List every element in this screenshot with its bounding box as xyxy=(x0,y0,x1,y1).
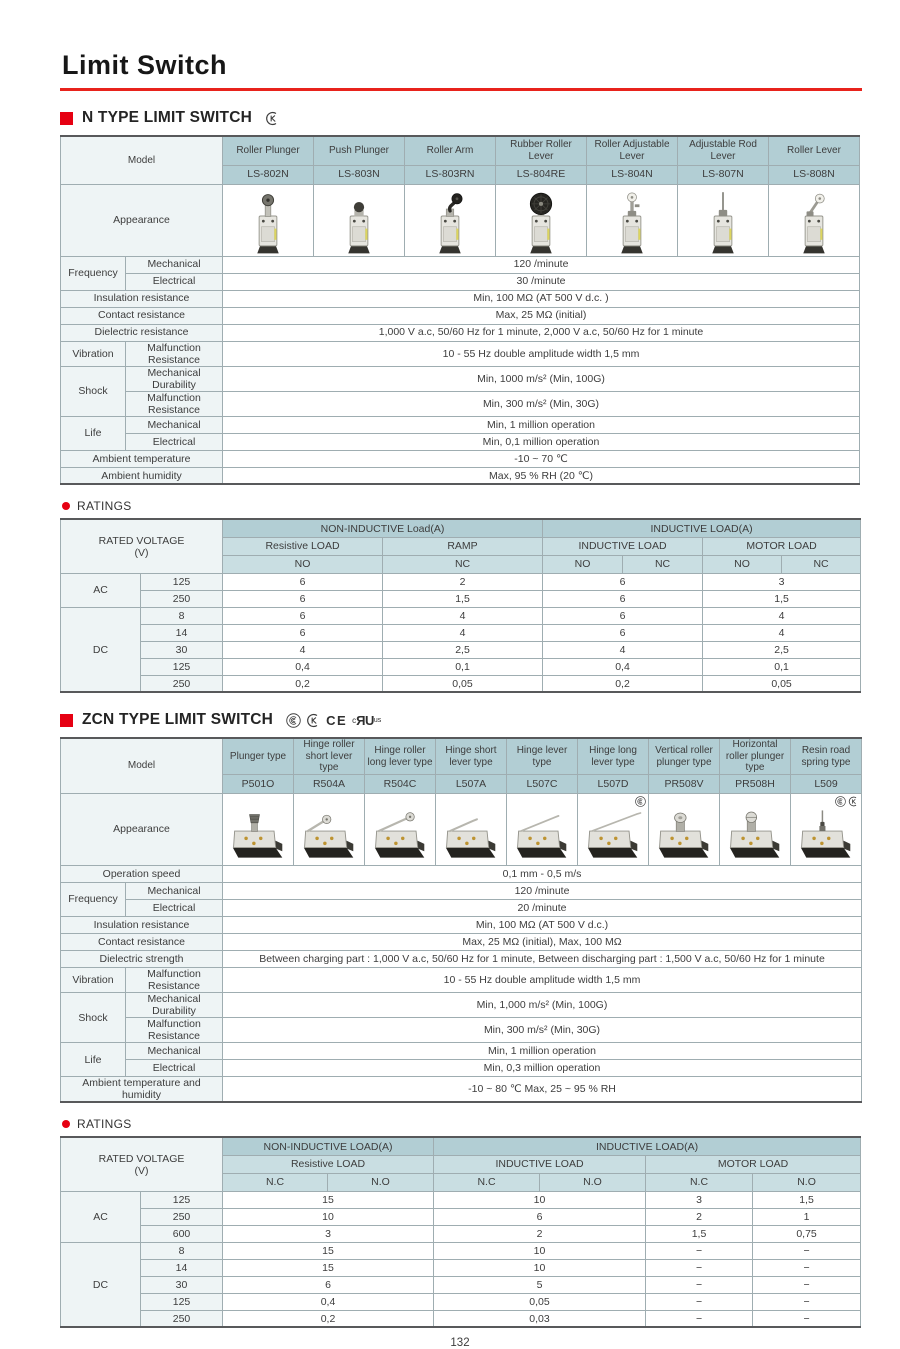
rating-value-cell: 0,4 xyxy=(223,1293,434,1310)
voltage-cell: 250 xyxy=(141,1310,223,1327)
product-photo xyxy=(438,794,504,864)
product-photo xyxy=(771,185,857,255)
product-photo xyxy=(680,185,766,255)
model-header-cell: Model xyxy=(61,738,223,793)
model-code-cell: L507D xyxy=(578,774,649,793)
appearance-cell xyxy=(436,793,507,865)
rating-value-cell: 1,5 xyxy=(383,590,543,607)
no-header-cell: NO xyxy=(543,555,623,573)
model-type-cell: Vertical roller plunger type xyxy=(649,738,720,774)
ce-mark-icon: CE xyxy=(326,712,348,728)
model-code-cell: LS-804RE xyxy=(496,165,587,184)
rated-voltage-header-cell xyxy=(61,1137,223,1191)
model-code-cell: R504A xyxy=(294,774,365,793)
n-type-section-header xyxy=(60,108,860,128)
spec-value-cell: Max, 25 MΩ (initial) xyxy=(223,307,860,324)
kc-mark-icon xyxy=(306,713,321,728)
model-header-cell: Model xyxy=(61,136,223,184)
n-type-ratings-table xyxy=(60,518,861,693)
kc-mark-icon xyxy=(265,111,280,126)
page-title: Limit Switch xyxy=(60,50,862,91)
rating-value-cell: − xyxy=(753,1293,861,1310)
nc-header-cell: NC xyxy=(782,555,861,573)
rating-value-cell: 6 xyxy=(223,607,383,624)
rating-value-cell: 10 xyxy=(434,1242,646,1259)
spec-value-cell: Min, 1000 m/s² (Min, 100G) xyxy=(223,366,860,391)
product-photo xyxy=(316,185,402,255)
rated-voltage-header-cell xyxy=(61,519,223,573)
rating-value-cell: 6 xyxy=(543,573,703,590)
nc-header-cell: N.C xyxy=(646,1173,753,1191)
rating-value-cell: 2,5 xyxy=(703,641,861,658)
rating-value-cell: 0,4 xyxy=(543,658,703,675)
rating-value-cell: 0,2 xyxy=(543,675,703,692)
voltage-group-cell: AC xyxy=(61,573,141,607)
spec-value-cell: Max, 25 MΩ (initial), Max, 100 MΩ xyxy=(223,933,862,950)
spec-sub-cell: Malfunction Resistance xyxy=(126,391,223,416)
rating-value-cell: − xyxy=(753,1310,861,1327)
rating-value-cell: − xyxy=(646,1310,753,1327)
rating-value-cell: 1,5 xyxy=(753,1191,861,1208)
spec-sub-cell: Mechanical xyxy=(126,256,223,273)
rating-value-cell: − xyxy=(646,1293,753,1310)
voltage-group-cell: DC xyxy=(61,607,141,692)
rating-value-cell: 0,05 xyxy=(383,675,543,692)
model-code-cell: L507A xyxy=(436,774,507,793)
spec-value-cell: 1,000 V a.c, 50/60 Hz for 1 minute, 2,000 V a.c, 50/60 Hz for 1 minute xyxy=(223,324,860,341)
rating-value-cell: 4 xyxy=(543,641,703,658)
rating-value-cell: 3 xyxy=(223,1225,434,1242)
inductive-header-cell: INDUCTIVE LOAD(A) xyxy=(543,519,861,537)
rating-value-cell: 6 xyxy=(543,607,703,624)
rating-value-cell: − xyxy=(646,1276,753,1293)
rating-value-cell: 0,75 xyxy=(753,1225,861,1242)
appearance-cell xyxy=(294,793,365,865)
model-type-cell: Horizontal roller plunger type xyxy=(720,738,791,774)
rating-value-cell: 10 xyxy=(434,1259,646,1276)
rating-value-cell: 0,2 xyxy=(223,1310,434,1327)
appearance-cell xyxy=(769,184,860,256)
appearance-cell xyxy=(791,793,862,865)
rating-value-cell: 6 xyxy=(543,590,703,607)
rating-value-cell: 5 xyxy=(434,1276,646,1293)
spec-value-cell: Max, 95 % RH (20 ℃) xyxy=(223,467,860,484)
product-photo xyxy=(296,794,362,864)
ul-mark-icon: c ЯU us xyxy=(352,712,382,728)
spec-label-cell: Contact resistance xyxy=(61,933,223,950)
rating-value-cell: 6 xyxy=(543,624,703,641)
voltage-cell: 250 xyxy=(141,590,223,607)
product-photo xyxy=(498,185,584,255)
rating-value-cell: 4 xyxy=(223,641,383,658)
rating-value-cell: 3 xyxy=(703,573,861,590)
spec-group-cell: Life xyxy=(61,416,126,450)
rating-value-cell: 0,1 xyxy=(703,658,861,675)
appearance-cell xyxy=(587,184,678,256)
model-type-cell: Plunger type xyxy=(223,738,294,774)
motor-load-header-cell: MOTOR LOAD xyxy=(646,1155,861,1173)
appearance-cell xyxy=(678,184,769,256)
spec-label-cell: Ambient temperature xyxy=(61,450,223,467)
model-type-cell: Rubber Roller Lever xyxy=(496,136,587,165)
product-photo xyxy=(367,794,433,864)
model-type-cell: Adjustable Rod Lever xyxy=(678,136,769,165)
rating-value-cell: − xyxy=(646,1259,753,1276)
model-code-cell: LS-802N xyxy=(223,165,314,184)
rating-value-cell: 0,1 xyxy=(383,658,543,675)
spec-value-cell: 120 /minute xyxy=(223,882,862,899)
rating-value-cell: 6 xyxy=(223,1276,434,1293)
red-dot-bullet-icon xyxy=(62,1120,70,1128)
appearance-cell xyxy=(507,793,578,865)
voltage-group-cell: AC xyxy=(61,1191,141,1242)
ramp-header-cell: RAMP xyxy=(383,537,543,555)
appearance-cell xyxy=(720,793,791,865)
voltage-cell: 30 xyxy=(141,1276,223,1293)
spec-value-cell: 10 - 55 Hz double amplitude width 1,5 mm xyxy=(223,967,862,992)
spec-value-cell: Min, 300 m/s² (Min, 30G) xyxy=(223,391,860,416)
model-type-cell: Hinge short lever type xyxy=(436,738,507,774)
ratings-label: RATINGS xyxy=(77,1116,132,1131)
spec-label-cell: Contact resistance xyxy=(61,307,223,324)
model-type-cell: Roller Arm xyxy=(405,136,496,165)
spec-sub-cell: Malfunction Resistance xyxy=(126,341,223,366)
spec-group-cell: Vibration xyxy=(61,967,126,992)
voltage-cell: 125 xyxy=(141,1191,223,1208)
spec-value-cell: 0,1 mm - 0,5 m/s xyxy=(223,865,862,882)
rated-voltage-label: RATED VOLTAGE xyxy=(98,1152,185,1165)
model-type-cell: Resin road spring type xyxy=(791,738,862,774)
rating-value-cell: 2 xyxy=(434,1225,646,1242)
spec-value-cell: Min, 1 million operation xyxy=(223,1043,862,1060)
model-type-cell: Hinge long lever type xyxy=(578,738,649,774)
spec-label-cell: Ambient temperature and humidity xyxy=(61,1077,223,1103)
model-code-cell: PR508V xyxy=(649,774,720,793)
model-code-cell: P501O xyxy=(223,774,294,793)
appearance-header-cell: Appearance xyxy=(61,184,223,256)
spec-group-cell: Shock xyxy=(61,993,126,1043)
voltage-cell: 30 xyxy=(141,641,223,658)
motor-load-header-cell: MOTOR LOAD xyxy=(703,537,861,555)
model-type-cell: Hinge roller long lever type xyxy=(365,738,436,774)
nc-header-cell: N.C xyxy=(434,1173,540,1191)
zcn-type-section-header xyxy=(60,710,860,730)
appearance-cell xyxy=(223,184,314,256)
spec-value-cell: Min, 0,1 million operation xyxy=(223,433,860,450)
spec-label-cell: Insulation resistance xyxy=(61,916,223,933)
product-photo xyxy=(722,794,788,864)
resistive-load-header-cell: Resistive LOAD xyxy=(223,537,383,555)
product-photo xyxy=(225,185,311,255)
model-type-cell: Hinge lever type xyxy=(507,738,578,774)
voltage-cell: 8 xyxy=(141,1242,223,1259)
no-header-cell: N.O xyxy=(328,1173,434,1191)
appearance-cell xyxy=(496,184,587,256)
spec-group-cell: Vibration xyxy=(61,341,126,366)
spec-label-cell: Ambient humidity xyxy=(61,467,223,484)
voltage-cell: 8 xyxy=(141,607,223,624)
model-code-cell: LS-808N xyxy=(769,165,860,184)
zcn-type-section-title: ZCN TYPE LIMIT SWITCH xyxy=(82,711,274,729)
n-type-section-title: N TYPE LIMIT SWITCH xyxy=(82,109,252,126)
product-photo xyxy=(589,185,675,255)
rating-value-cell: 0,2 xyxy=(223,675,383,692)
appearance-cell xyxy=(649,793,720,865)
product-photo xyxy=(509,794,575,864)
spec-value-cell: Min, 1 million operation xyxy=(223,416,860,433)
voltage-cell: 125 xyxy=(141,658,223,675)
rating-value-cell: 6 xyxy=(223,624,383,641)
spec-sub-cell: Electrical xyxy=(126,433,223,450)
rating-value-cell: 4 xyxy=(703,607,861,624)
spec-sub-cell: Mechanical xyxy=(126,882,223,899)
red-square-bullet-icon xyxy=(60,112,73,125)
spec-value-cell: Min, 100 MΩ (AT 500 V d.c. ) xyxy=(223,290,860,307)
product-photo xyxy=(407,185,493,255)
spec-value-cell: -10 ~ 80 ℃ Max, 25 ~ 95 % RH xyxy=(223,1077,862,1103)
rating-value-cell: 0,4 xyxy=(223,658,383,675)
spec-label-cell: Dielectric strength xyxy=(61,950,223,967)
rating-value-cell: 15 xyxy=(223,1242,434,1259)
spec-label-cell: Dielectric resistance xyxy=(61,324,223,341)
spec-group-cell: Shock xyxy=(61,366,126,416)
rating-value-cell: 4 xyxy=(703,624,861,641)
resistive-load-header-cell: Resistive LOAD xyxy=(223,1155,434,1173)
appearance-cell xyxy=(314,184,405,256)
spec-value-cell: Min, 300 m/s² (Min, 30G) xyxy=(223,1018,862,1043)
rated-voltage-unit: (V) xyxy=(134,1164,149,1177)
voltage-cell: 14 xyxy=(141,624,223,641)
kc-mark-icon xyxy=(848,796,859,807)
rated-voltage-unit: (V) xyxy=(134,546,149,559)
voltage-group-cell: DC xyxy=(61,1242,141,1327)
ccc-mark-icon xyxy=(286,713,301,728)
model-code-cell: LS-807N xyxy=(678,165,769,184)
n-ratings-header xyxy=(62,498,860,513)
voltage-cell: 125 xyxy=(141,573,223,590)
model-code-cell: R504C xyxy=(365,774,436,793)
spec-sub-cell: Mechanical xyxy=(126,416,223,433)
ccc-mark-icon xyxy=(835,796,846,807)
nc-header-cell: NC xyxy=(623,555,703,573)
rating-value-cell: 4 xyxy=(383,624,543,641)
model-type-cell: Push Plunger xyxy=(314,136,405,165)
no-header-cell: N.O xyxy=(540,1173,646,1191)
rating-value-cell: 0,05 xyxy=(703,675,861,692)
model-code-cell: LS-803RN xyxy=(405,165,496,184)
spec-group-cell: Frequency xyxy=(61,256,126,290)
red-dot-bullet-icon xyxy=(62,502,70,510)
rating-value-cell: 0,03 xyxy=(434,1310,646,1327)
nc-header-cell: NC xyxy=(383,555,543,573)
rating-value-cell: 1,5 xyxy=(703,590,861,607)
rating-value-cell: − xyxy=(753,1276,861,1293)
spec-value-cell: Min, 100 MΩ (AT 500 V d.c.) xyxy=(223,916,862,933)
non-inductive-header-cell: NON-INDUCTIVE LOAD(A) xyxy=(223,1137,434,1155)
model-code-cell: LS-804N xyxy=(587,165,678,184)
rating-value-cell: 15 xyxy=(223,1191,434,1208)
rating-value-cell: − xyxy=(753,1242,861,1259)
model-type-cell: Roller Adjustable Lever xyxy=(587,136,678,165)
spec-value-cell: 10 - 55 Hz double amplitude width 1,5 mm xyxy=(223,341,860,366)
rating-value-cell: 4 xyxy=(383,607,543,624)
nc-header-cell: N.C xyxy=(223,1173,328,1191)
product-photo xyxy=(225,794,291,864)
model-code-cell: L509 xyxy=(791,774,862,793)
page-number: 132 xyxy=(450,1337,470,1349)
spec-sub-cell: Mechanical Durability xyxy=(126,366,223,391)
voltage-cell: 14 xyxy=(141,1259,223,1276)
spec-value-cell: -10 ~ 70 ℃ xyxy=(223,450,860,467)
spec-sub-cell: Electrical xyxy=(126,273,223,290)
rating-value-cell: 6 xyxy=(223,573,383,590)
voltage-cell: 250 xyxy=(141,675,223,692)
model-type-cell: Hinge roller short lever type xyxy=(294,738,365,774)
model-code-cell: L507C xyxy=(507,774,578,793)
rating-value-cell: 3 xyxy=(646,1191,753,1208)
appearance-cell xyxy=(223,793,294,865)
rating-value-cell: − xyxy=(646,1242,753,1259)
rating-value-cell: 2 xyxy=(646,1208,753,1225)
voltage-cell: 600 xyxy=(141,1225,223,1242)
voltage-cell: 125 xyxy=(141,1293,223,1310)
non-inductive-header-cell: NON-INDUCTIVE Load(A) xyxy=(223,519,543,537)
spec-label-cell: Operation speed xyxy=(61,865,223,882)
spec-group-cell: Frequency xyxy=(61,882,126,916)
spec-value-cell: 20 /minute xyxy=(223,899,862,916)
spec-label-cell: Insulation resistance xyxy=(61,290,223,307)
model-type-cell: Roller Plunger xyxy=(223,136,314,165)
rating-value-cell: 2,5 xyxy=(383,641,543,658)
zcn-type-spec-table xyxy=(60,737,862,1103)
n-type-spec-table xyxy=(60,135,860,485)
spec-value-cell: Between charging part : 1,000 V a.c, 50/60 Hz for 1 minute, Between discharging part : 1,500 V a.c, 50/60 Hz for 1 minute xyxy=(223,950,862,967)
cert-marks xyxy=(265,111,280,126)
rating-value-cell: 15 xyxy=(223,1259,434,1276)
product-photo xyxy=(651,794,717,864)
spec-sub-cell: Electrical xyxy=(126,899,223,916)
spec-group-cell: Life xyxy=(61,1043,126,1077)
rating-value-cell: 10 xyxy=(223,1208,434,1225)
spec-sub-cell: Electrical xyxy=(126,1060,223,1077)
zcn-type-ratings-table xyxy=(60,1136,861,1328)
rating-value-cell: 2 xyxy=(383,573,543,590)
ratings-label: RATINGS xyxy=(77,498,132,513)
rating-value-cell: 1 xyxy=(753,1208,861,1225)
spec-value-cell: Min, 0,3 million operation xyxy=(223,1060,862,1077)
rating-value-cell: 0,05 xyxy=(434,1293,646,1310)
no-header-cell: NO xyxy=(703,555,782,573)
voltage-cell: 250 xyxy=(141,1208,223,1225)
spec-sub-cell: Mechanical xyxy=(126,1043,223,1060)
spec-sub-cell: Mechanical Durability xyxy=(126,993,223,1018)
no-header-cell: N.O xyxy=(753,1173,861,1191)
red-square-bullet-icon xyxy=(60,714,73,727)
zcn-ratings-header xyxy=(62,1116,860,1131)
no-header-cell: NO xyxy=(223,555,383,573)
ccc-mark-icon xyxy=(635,796,646,807)
rating-value-cell: 1,5 xyxy=(646,1225,753,1242)
inductive-load-header-cell: INDUCTIVE LOAD xyxy=(543,537,703,555)
model-code-cell: LS-803N xyxy=(314,165,405,184)
rating-value-cell: 10 xyxy=(434,1191,646,1208)
spec-value-cell: Min, 1,000 m/s² (Min, 100G) xyxy=(223,993,862,1018)
rating-value-cell: − xyxy=(753,1259,861,1276)
appearance-cell xyxy=(365,793,436,865)
spec-sub-cell: Malfunction Resistance xyxy=(126,967,223,992)
rating-value-cell: 6 xyxy=(223,590,383,607)
spec-value-cell: 120 /minute xyxy=(223,256,860,273)
appearance-cell xyxy=(578,793,649,865)
model-code-cell: PR508H xyxy=(720,774,791,793)
appearance-cell xyxy=(405,184,496,256)
spec-value-cell: 30 /minute xyxy=(223,273,860,290)
inductive-header-cell: INDUCTIVE LOAD(A) xyxy=(434,1137,861,1155)
cert-marks xyxy=(286,713,381,728)
spec-sub-cell: Malfunction Resistance xyxy=(126,1018,223,1043)
inductive-load-header-cell: INDUCTIVE LOAD xyxy=(434,1155,646,1173)
model-type-cell: Roller Lever xyxy=(769,136,860,165)
rated-voltage-label: RATED VOLTAGE xyxy=(98,534,185,547)
appearance-header-cell: Appearance xyxy=(61,793,223,865)
rating-value-cell: 6 xyxy=(434,1208,646,1225)
